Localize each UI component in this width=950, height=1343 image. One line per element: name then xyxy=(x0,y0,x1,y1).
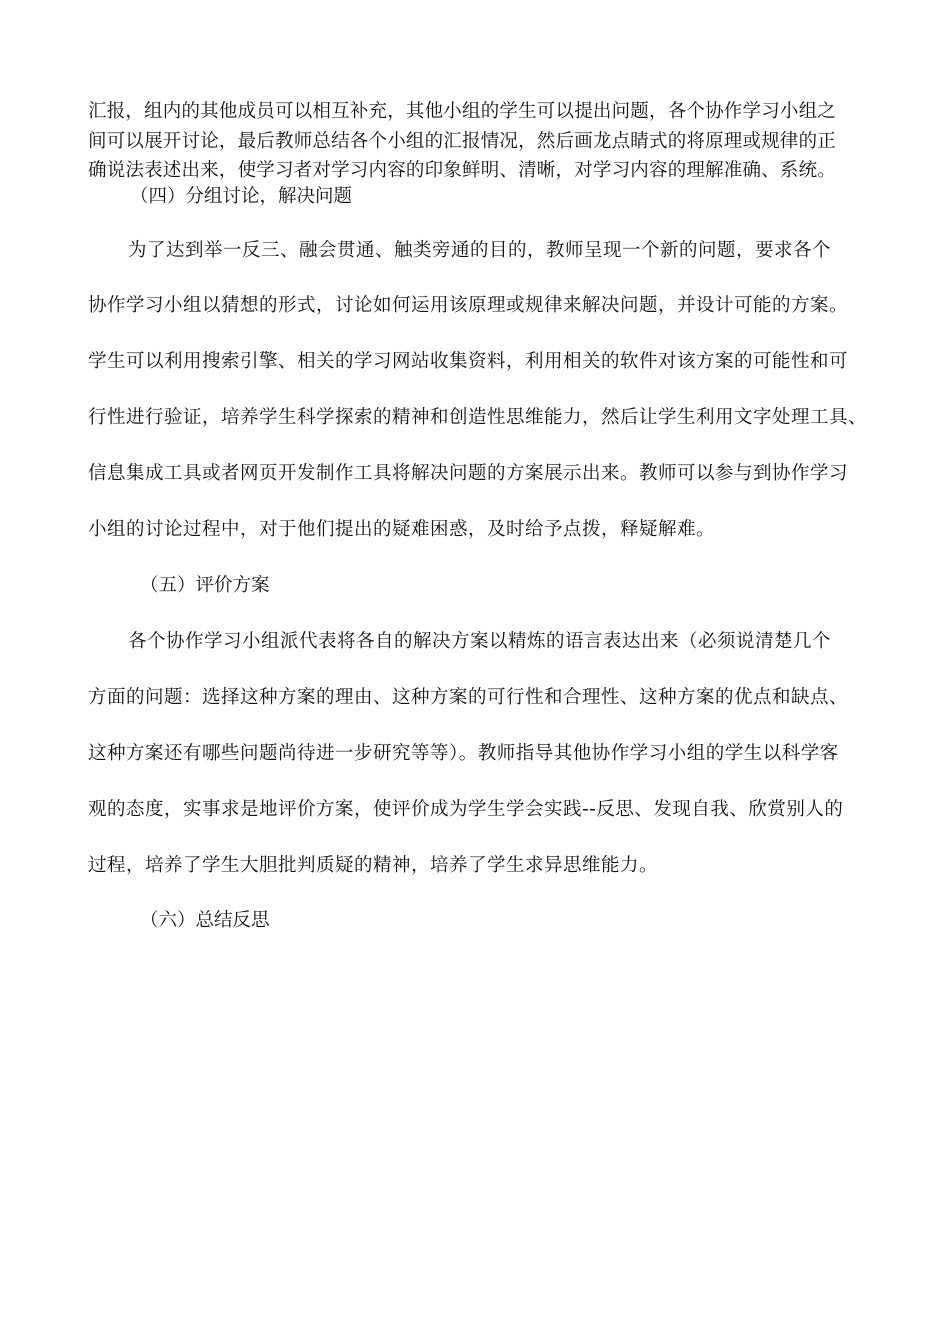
section-heading-5: （五）评价方案 xyxy=(140,575,270,596)
section-heading-6: （六）总结反思 xyxy=(140,910,270,931)
paragraph-line: 间可以展开讨论，最后教师总结各个小组的汇报情况，然后画龙点睛式的将原理或规律的正 xyxy=(88,131,837,152)
paragraph-line: 汇报，组内的其他成员可以相互补充，其他小组的学生可以提出问题，各个协作学习小组之 xyxy=(88,101,837,122)
paragraph-line: 小组的讨论过程中，对于他们提出的疑难困惑，及时给予点拨，释疑解难。 xyxy=(88,519,716,540)
paragraph-line: 行性进行验证，培养学生科学探索的精神和创造性思维能力，然后让学生利用文字处理工具、 xyxy=(88,407,868,428)
section-heading-4: （四）分组讨论，解决问题 xyxy=(130,186,353,207)
paragraph-line: 这种方案还有哪些问题尚待进一步研究等等）。教师指导其他协作学习小组的学生以科学客 xyxy=(88,743,839,764)
paragraph-line: 协作学习小组以猜想的形式，讨论如何运用该原理或规律来解决问题，并设计可能的方案。 xyxy=(88,295,849,316)
paragraph-line: 方面的问题：选择这种方案的理由、这种方案的可行性和合理性、这种方案的优点和缺点、 xyxy=(88,687,849,708)
paragraph-line: 确说法表述出来，使学习者对学习内容的印象鲜明、清晰，对学习内容的理解准确、系统。 xyxy=(88,160,837,181)
paragraph-line: 学生可以利用搜索引擎、相关的学习网站收集资料，利用相关的软件对该方案的可能性和可 xyxy=(88,351,849,372)
paragraph-line: 观的态度，实事求是地评价方案，使评价成为学生学会实践--反思、发现自我、欣赏别人的 xyxy=(88,799,844,820)
paragraph-line: 为了达到举一反三、融会贯通、触类旁通的目的，教师呈现一个新的问题，要求各个 xyxy=(128,240,832,261)
paragraph-line: 信息集成工具或者网页开发制作工具将解决问题的方案展示出来。教师可以参与到协作学习 xyxy=(88,463,849,484)
paragraph-line: 过程，培养了学生大胆批判质疑的精神，培养了学生求异思维能力。 xyxy=(88,855,659,876)
paragraph-line: 各个协作学习小组派代表将各自的解决方案以精炼的语言表达出来（必须说清楚几个 xyxy=(128,631,832,652)
